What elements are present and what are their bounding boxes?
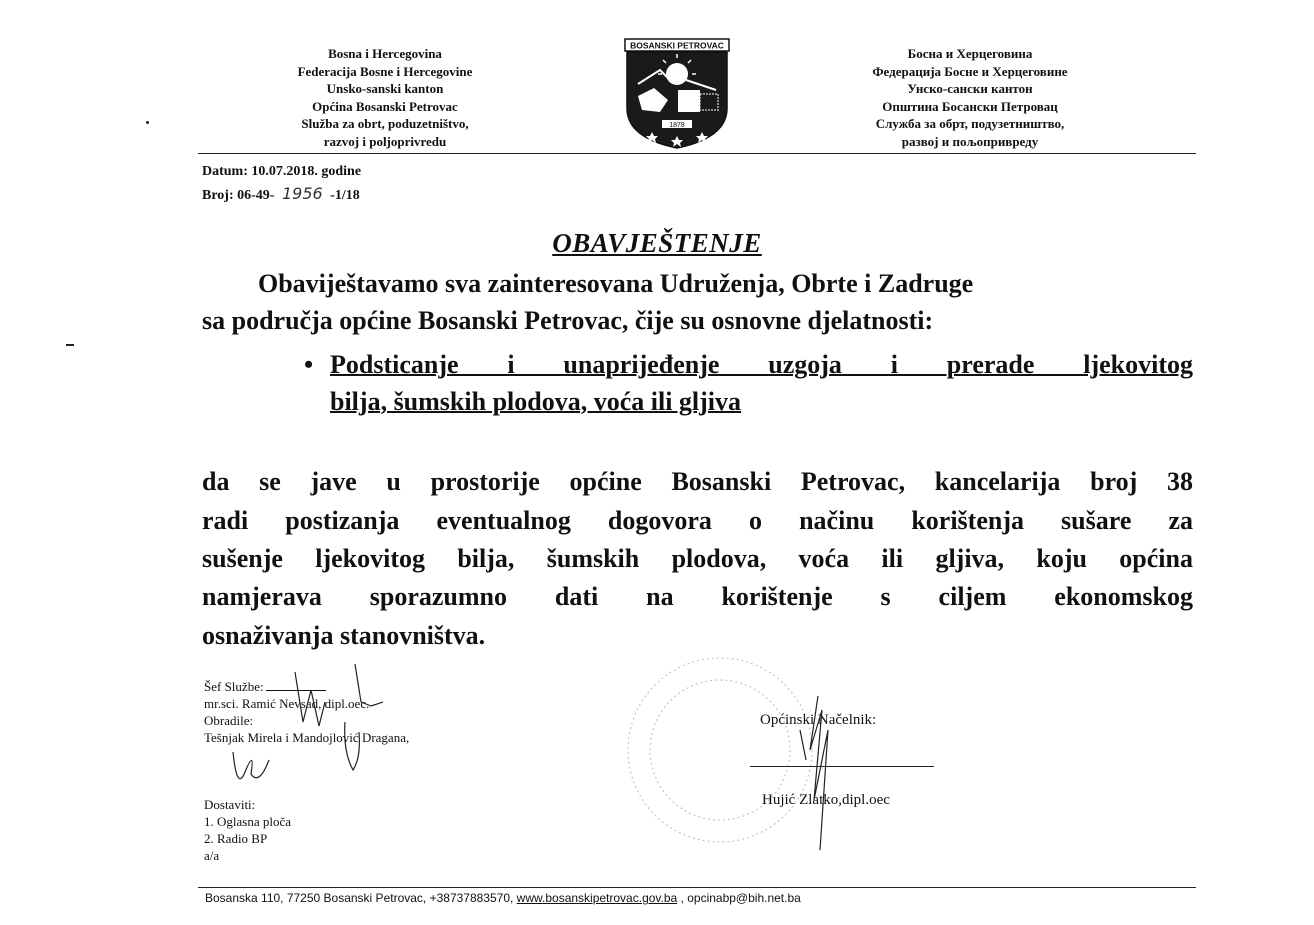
body-line-5: osnaživanja stanovništva. [202, 621, 486, 650]
footer-address: Bosanska 110, 77250 Bosanski Petrovac, +38737883570, [205, 891, 517, 905]
footer [205, 891, 801, 905]
body-line-3: sušenje ljekovitog bilja, šumskih plodova, voća ili gljiva, koju općina [202, 544, 1193, 573]
footer-separator: , [677, 891, 688, 905]
prepared-by-label: Obradile: [204, 713, 254, 728]
logo-text: BOSANSKI PETROVAC [630, 40, 724, 51]
distribution-item: a/a [204, 848, 220, 863]
footer-divider [198, 887, 1196, 888]
header-right [820, 45, 1120, 150]
document-number-suffix: -1/18 [330, 188, 360, 203]
header-left-line: Federacija Bosne i Hercegovine [297, 63, 473, 79]
header-right-line: Служба за обрт, подузетништво, [875, 116, 1065, 131]
document-number-handwritten: 1956 [281, 184, 323, 203]
document-title: OBAVJEŠTENJE [552, 228, 762, 258]
header-left-line: Bosna i Hercegovina [328, 46, 442, 61]
header-left-line: razvoj i poljoprivredu [323, 133, 447, 149]
logo-year: 1878 [669, 122, 685, 129]
body-line-2: radi postizanja eventualnog dogovora o načinu korištenja sušare za [202, 506, 1193, 535]
intro-line-1: Obaviještavamo sva zainteresovana Udruženja, Obrte i Zadruge [258, 269, 974, 298]
header-left-line: Služba za obrt, poduzetništvo, [301, 116, 469, 131]
distribution-item: 2. Radio BP [204, 831, 268, 846]
header-right-line: Босна и Херцеговина [907, 46, 1033, 61]
mayor-label: Općinski Načelnik: [760, 712, 877, 728]
header-left-line: Unsko-sanski kanton [326, 81, 444, 96]
footer-email: opcinabp@bih.net.ba [687, 891, 801, 905]
scan-speck [66, 344, 74, 346]
document-number [202, 184, 360, 204]
distribution-label: Dostaviti: [204, 797, 256, 812]
footer-website-link[interactable]: www.bosanskipetrovac.gov.ba [516, 891, 678, 905]
distribution-item: 1. Oglasna ploča [204, 814, 292, 829]
header-right-line: Унско-сански кантон [907, 81, 1033, 96]
document-date: Datum: 10.07.2018. godine [202, 164, 362, 179]
header-left-line: Općina Bosanski Petrovac [312, 98, 458, 114]
distribution-block [204, 796, 291, 864]
mayor-signature [770, 690, 850, 870]
scan-speck [146, 121, 149, 124]
header-right-line: Федерација Босне и Херцеговине [872, 63, 1068, 79]
chief-name: mr.sci. Ramić Nevsad, dipl.oec. [204, 696, 370, 711]
bullet-marker: • [304, 350, 314, 379]
municipality-coat-of-arms [624, 38, 730, 150]
intro-line-2: sa područja općine Bosanski Petrovac, čije su osnovne djelatnosti: [202, 306, 934, 335]
chief-label: Šef Službe: [204, 679, 264, 694]
body-line-4: namjerava sporazumno dati na korištenje s ciljem ekonomskog [202, 582, 1193, 611]
header-right-line: Општина Босански Петровац [882, 98, 1058, 114]
prepared-by-names: Tešnjak Mirela i Mandojlović Dragana, [204, 730, 410, 745]
body-line-1: da se jave u prostorije općine Bosanski Petrovac, kancelarija broj 38 [202, 467, 1193, 496]
bullet-line-1: Podsticanje i unaprijeđenje uzgoja i prerade ljekovitog [330, 350, 1193, 379]
bullet-line-2: bilja, šumskih plodova, voća ili gljiva [330, 387, 742, 416]
mayor-name: Hujić Zlatko,dipl.oec [762, 792, 890, 808]
handwritten-signature [215, 662, 415, 802]
header-left [250, 45, 520, 150]
header-right-line: развој и пољопривреду [901, 133, 1039, 149]
document-number-prefix: Broj: 06-49- [202, 188, 275, 203]
header-divider [198, 153, 1196, 154]
